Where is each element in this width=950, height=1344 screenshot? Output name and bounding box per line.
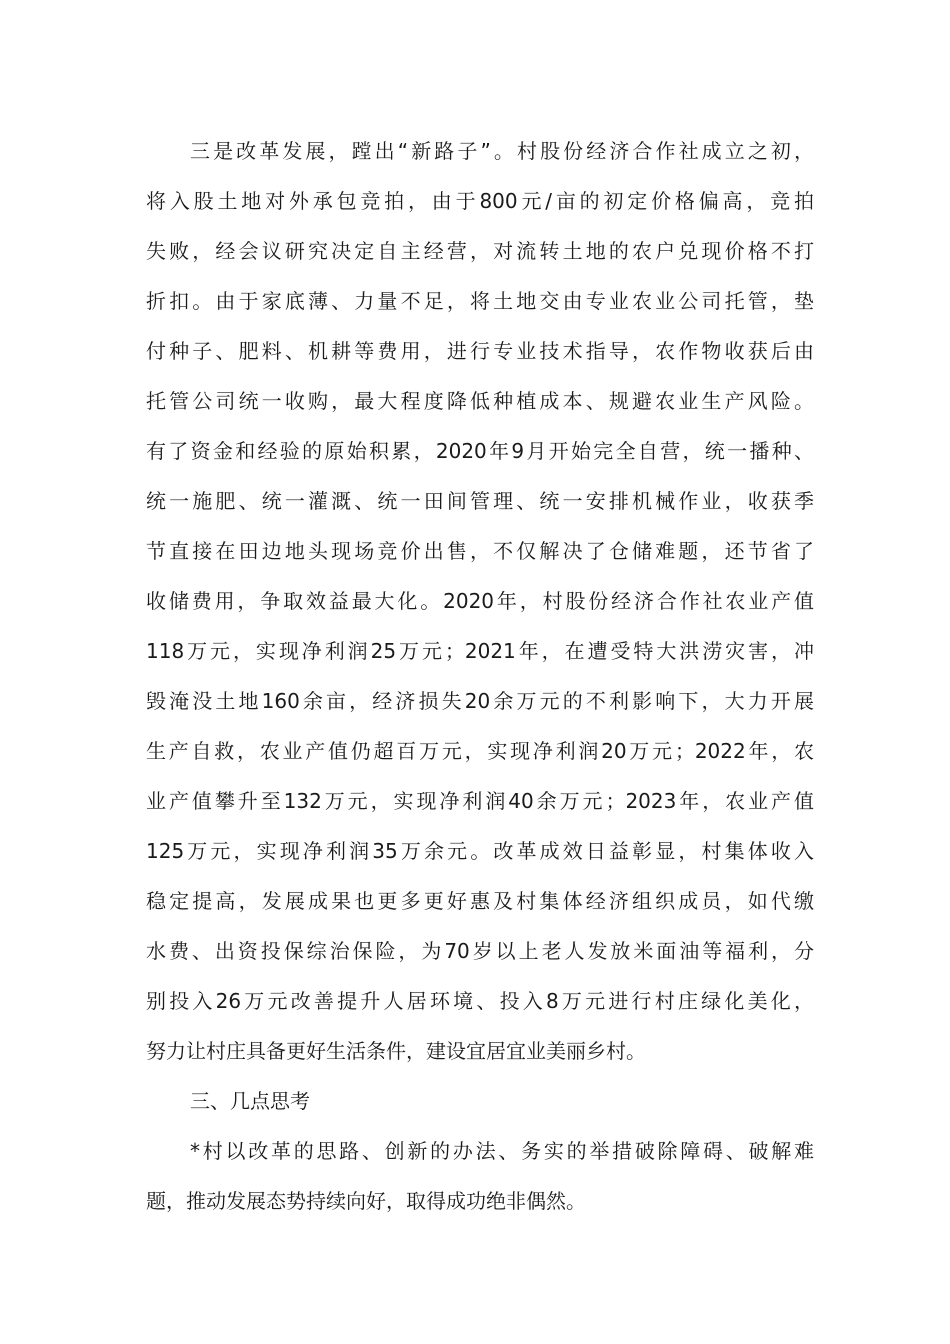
paragraph-line: 125万元，实现净利润35万余元。改革成效日益彰显，村集体收入 bbox=[146, 839, 814, 863]
paragraph-line: 收储费用，争取效益最大化。2020年，村股份经济合作社农业产值 bbox=[146, 589, 814, 613]
paragraph-line: 别投入26万元改善提升人居环境、投入8万元进行村庄绿化美化， bbox=[146, 989, 814, 1013]
paragraph-line: 水费、出资投保综治保险，为70岁以上老人发放米面油等福利，分 bbox=[146, 939, 814, 963]
paragraph-line: 118万元，实现净利润25万元；2021年，在遭受特大洪涝灾害，冲 bbox=[146, 639, 814, 663]
section-heading: 三、几点思考 bbox=[190, 1089, 310, 1113]
paragraph-line: 稳定提高，发展成果也更多更好惠及村集体经济组织成员，如代缴 bbox=[146, 889, 814, 913]
paragraph-line: 失败，经会议研究决定自主经营，对流转土地的农户兑现价格不打 bbox=[146, 239, 814, 263]
paragraph-line: 折扣。由于家底薄、力量不足，将土地交由专业农业公司托管，垫 bbox=[146, 289, 814, 313]
paragraph-line: 题，推动发展态势持续向好，取得成功绝非偶然。 bbox=[146, 1189, 586, 1213]
paragraph-line: 付种子、肥料、机耕等费用，进行专业技术指导，农作物收获后由 bbox=[146, 339, 814, 363]
paragraph-line: *村以改革的思路、创新的办法、务实的举措破除障碍、破解难 bbox=[190, 1139, 814, 1163]
paragraph-line: 节直接在田边地头现场竞价出售，不仅解决了仓储难题，还节省了 bbox=[146, 539, 814, 563]
paragraph-line: 有了资金和经验的原始积累，2020年9月开始完全自营，统一播种、 bbox=[146, 439, 814, 463]
paragraph-line: 将入股土地对外承包竞拍，由于800元/亩的初定价格偏高，竞拍 bbox=[146, 189, 814, 213]
paragraph-line: 业产值攀升至132万元，实现净利润40余万元；2023年，农业产值 bbox=[146, 789, 814, 813]
paragraph-line: 三是改革发展，蹚出“新路子”。村股份经济合作社成立之初， bbox=[190, 139, 814, 163]
paragraph-line: 统一施肥、统一灌溉、统一田间管理、统一安排机械作业，收获季 bbox=[146, 489, 814, 513]
paragraph-line: 努力让村庄具备更好生活条件，建设宜居宜业美丽乡村。 bbox=[146, 1039, 646, 1063]
paragraph-line: 生产自救，农业产值仍超百万元，实现净利润20万元；2022年，农 bbox=[146, 739, 814, 763]
paragraph-line: 托管公司统一收购，最大程度降低种植成本、规避农业生产风险。 bbox=[146, 389, 814, 413]
paragraph-line: 毁淹没土地160余亩，经济损失20余万元的不利影响下，大力开展 bbox=[146, 689, 814, 713]
